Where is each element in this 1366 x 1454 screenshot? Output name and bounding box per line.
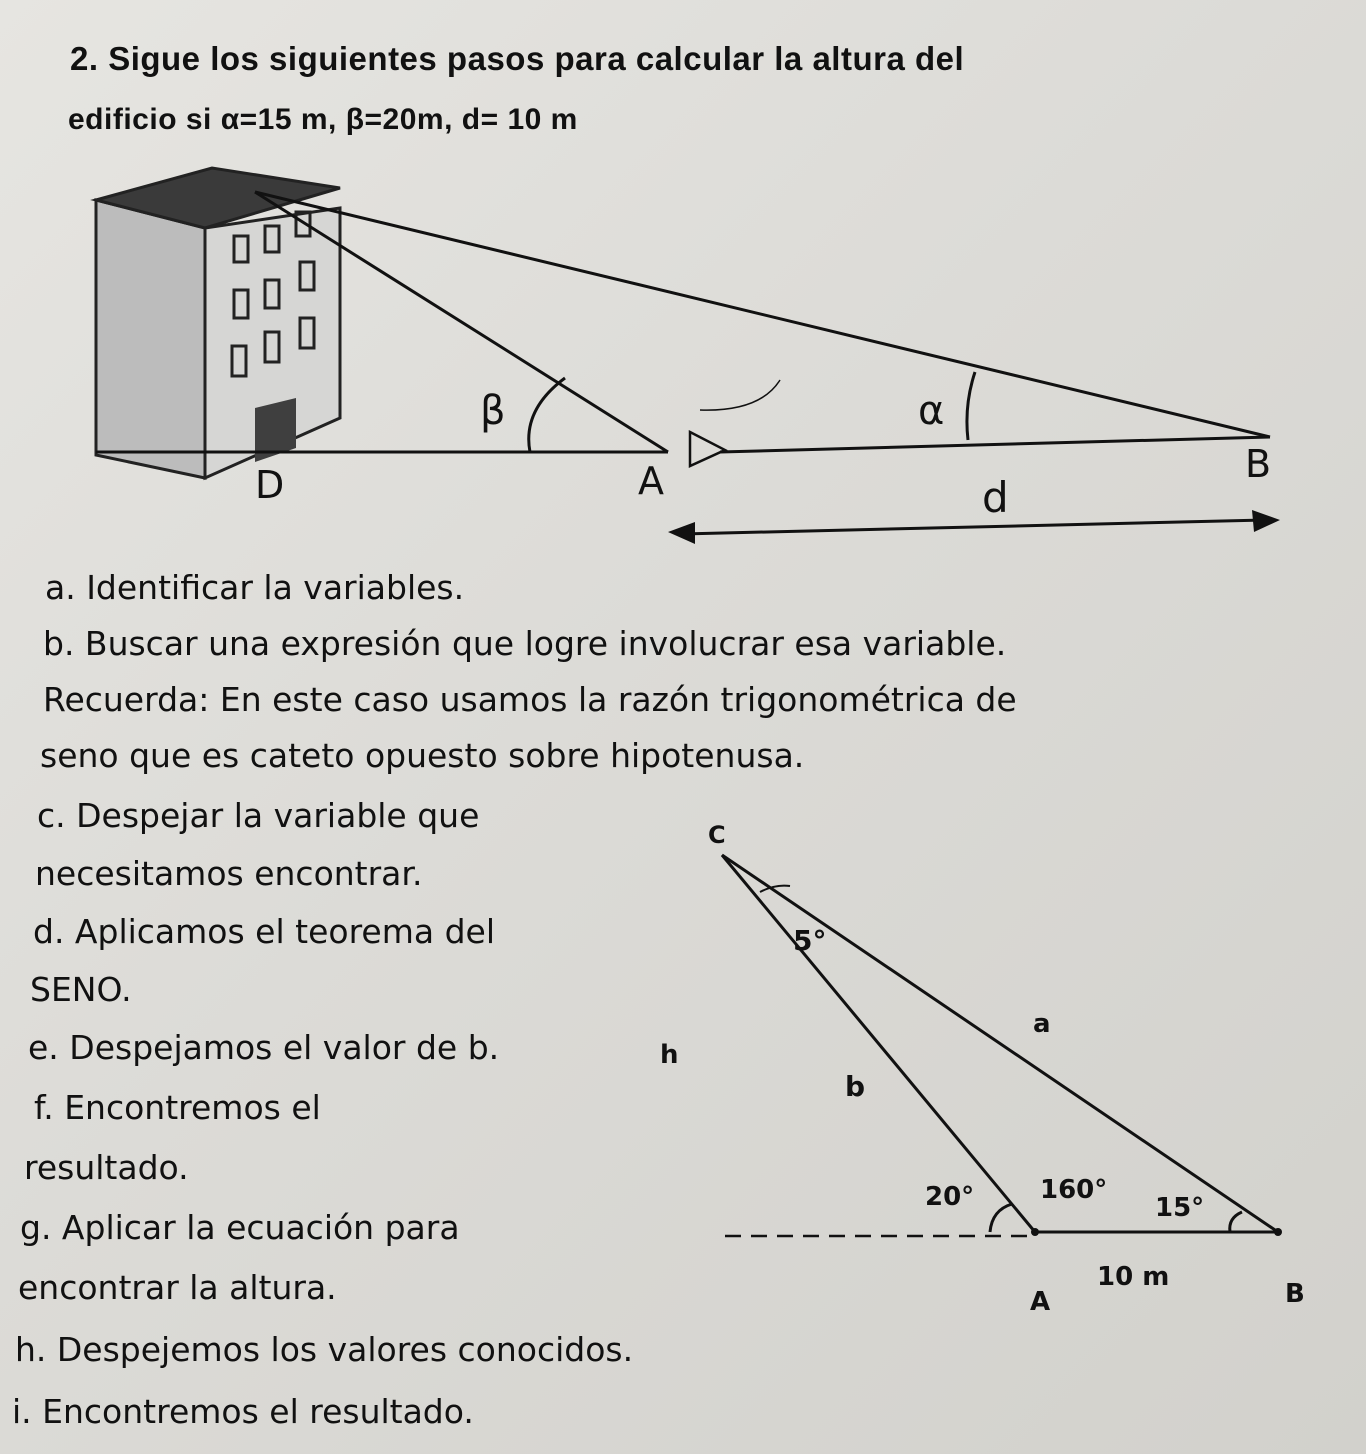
recuerda-line1: Recuerda: En este caso usamos la razón trigonométrica de (43, 680, 1017, 719)
step-d-line1: d. Aplicamos el teorema del (33, 912, 495, 951)
triangle-angle-160: 160° (1040, 1175, 1108, 1205)
step-h: h. Despejemos los valores conocidos. (15, 1330, 634, 1369)
step-d-line2: SENO. (30, 970, 132, 1009)
triangle-angle-20: 20° (925, 1182, 975, 1212)
step-f-line1: f. Encontremos el (34, 1088, 321, 1127)
point-a-dot (1031, 1228, 1039, 1236)
label-distance-d: d (982, 473, 1009, 522)
triangle-label-h: h (660, 1040, 679, 1070)
label-point-a: A (638, 459, 664, 503)
step-e: e. Despejamos el valor de b. (28, 1028, 500, 1067)
step-b: b. Buscar una expresión que logre involucrar esa variable. (43, 624, 1007, 663)
step-a: a. Identificar la variables. (45, 568, 465, 607)
label-alpha: α (918, 388, 945, 434)
recuerda-line2: seno que es cateto opuesto sobre hipotenusa. (40, 736, 805, 775)
step-g-line1: g. Aplicar la ecuación para (20, 1208, 460, 1247)
point-b-dot (1274, 1228, 1282, 1236)
step-f-line2: resultado. (24, 1148, 189, 1187)
label-beta: β (480, 388, 506, 434)
step-i: i. Encontremos el resultado. (12, 1392, 474, 1431)
problem-title-line1: 2. Sigue los siguientes pasos para calcular la altura del (70, 40, 965, 77)
triangle-label-point-b: B (1285, 1279, 1305, 1309)
step-c-line2: necesitamos encontrar. (35, 854, 423, 893)
step-c-line1: c. Despejar la variable que (37, 796, 480, 835)
label-point-d: D (255, 463, 285, 507)
triangle-label-a: a (1033, 1009, 1051, 1039)
problem-title-line2: edificio si α=15 m, β=20m, d= 10 m (68, 103, 578, 136)
triangle-distance: 10 m (1097, 1262, 1170, 1292)
building-illustration (96, 168, 340, 478)
triangle-label-point-a: A (1030, 1287, 1051, 1317)
figure2-lines (722, 855, 1278, 1236)
step-g-line2: encontrar la altura. (18, 1268, 337, 1307)
triangle-angle-5: 5° (793, 924, 827, 957)
label-point-b: B (1245, 442, 1272, 486)
triangle-label-c: C (708, 821, 726, 849)
triangle-angle-15: 15° (1155, 1193, 1205, 1223)
triangle-label-b: b (845, 1070, 866, 1103)
